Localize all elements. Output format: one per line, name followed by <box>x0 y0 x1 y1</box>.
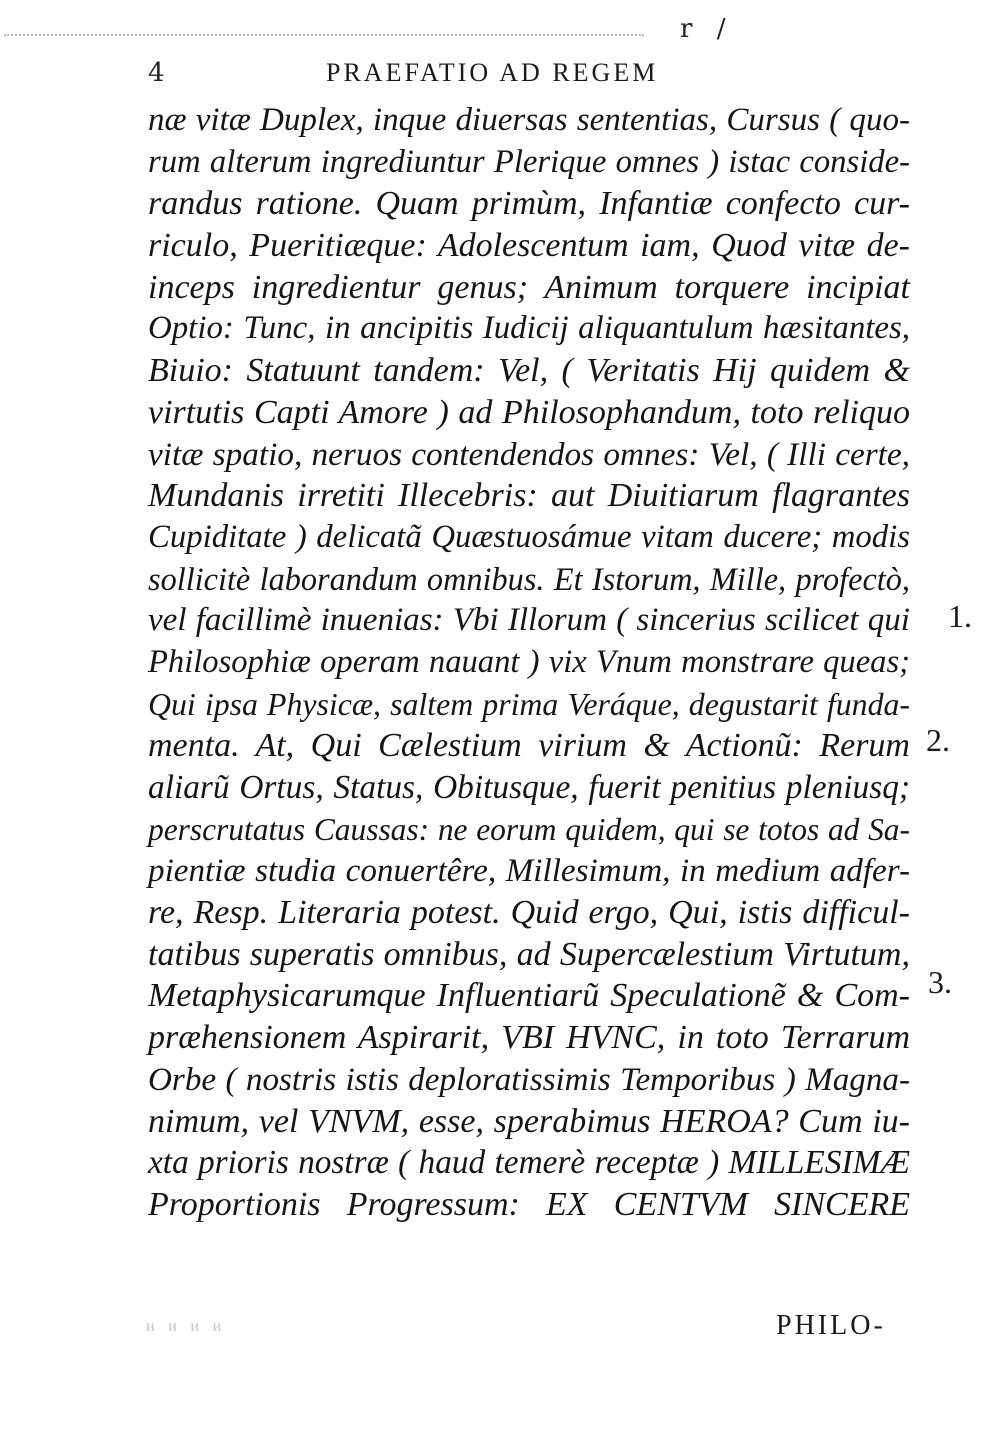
text-line: vel facillimè inuenias: Vbi Illorum ( sincerius scilicet qui <box>148 602 910 639</box>
text-line: Proportionis Progressum: EX CENTVM SINCERE <box>148 1185 910 1223</box>
text-line: Mundanis irretiti Illecebris: aut Diuitiarum flagrantes <box>148 477 910 515</box>
text-line: pientiæ studia conuertêre, Millesimum, in medium adfer- <box>148 852 910 890</box>
text-line: tatibus superatis omnibus, ad Supercælestium Virtutum, <box>148 935 910 973</box>
text-line: Cupiditate ) delicatã Quæstuosámue vitam ducere; modis <box>148 518 910 555</box>
text-line: rum alterum ingrediuntur Plerique omnes ) istac conside- <box>148 143 910 180</box>
text-line: virtutis Capti Amore ) ad Philosophandum, toto reliquo <box>148 393 910 431</box>
margin-note-2: 2. <box>926 722 950 758</box>
page-edge-dots <box>4 34 644 42</box>
text-line: riculo, Pueritiæque: Adolescentum iam, Quod vitæ de- <box>148 227 910 265</box>
body-text <box>148 100 910 1226</box>
margin-note-1: 1. <box>948 598 972 634</box>
text-line: Qui ipsa Physicæ, saltem prima Veráque, degustarit funda- <box>148 686 910 722</box>
page-number: 4 <box>148 58 165 88</box>
text-line: Orbe ( nostris istis deploratissimis Temporibus ) Magna- <box>148 1060 910 1098</box>
text-line: xta prioris nostræ ( haud temerè receptæ ) MILLESIMÆ <box>148 1144 910 1182</box>
running-head: PRAEFATIO AD REGEM <box>326 58 659 87</box>
text-line: inceps ingredientur genus; Animum torquere incipiat <box>148 268 910 306</box>
text-line: aliarũ Ortus, Status, Obitusque, fuerit penitius pleniusq; <box>148 769 910 806</box>
text-line: menta. At, Qui Cælestium virium & Actionũ: Rerum <box>148 727 910 765</box>
text-line: præhensionem Aspirarit, VBI HVNC, in toto Terrarum <box>148 1019 910 1057</box>
text-line: perscrutatus Caussas: ne eorum quidem, qui se totos ad Sa- <box>148 811 910 847</box>
margin-note-3: 3. <box>928 964 952 1000</box>
text-line: Metaphysicarumque Influentiarũ Speculationẽ & Com- <box>148 977 910 1015</box>
corner-mark: r / <box>680 14 734 44</box>
text-line: Philosophiæ operam nauant ) vix Vnum monstrare queas; <box>148 643 910 680</box>
text-line: re, Resp. Literaria potest. Quid ergo, Qui, istis difficul- <box>148 894 910 932</box>
text-line: randus ratione. Quam primùm, Infantiæ confecto cur- <box>148 185 910 223</box>
catchword: PHILO- <box>776 1310 886 1341</box>
text-line: næ vitæ Duplex, inque diuersas sententias, Cursus ( quo- <box>148 102 910 138</box>
text-line: vitæ spatio, neruos contendendos omnes: Vel, ( Illi certe, <box>148 435 910 473</box>
text-line: sollicitè laborandum omnibus. Et Istorum, Mille, profectò, <box>148 560 910 597</box>
bleed-through-mark: ᴎ ᴎ ᴎ ᴎ <box>146 1316 224 1335</box>
text-line: Optio: Tunc, in ancipitis Iudicij aliquantulum hæsitantes, <box>148 310 910 347</box>
text-line: Biuio: Statuunt tandem: Vel, ( Veritatis Hij quidem & <box>148 352 910 390</box>
text-line: nimum, vel VNVM, esse, sperabimus HEROA? Cum iu- <box>148 1102 910 1140</box>
